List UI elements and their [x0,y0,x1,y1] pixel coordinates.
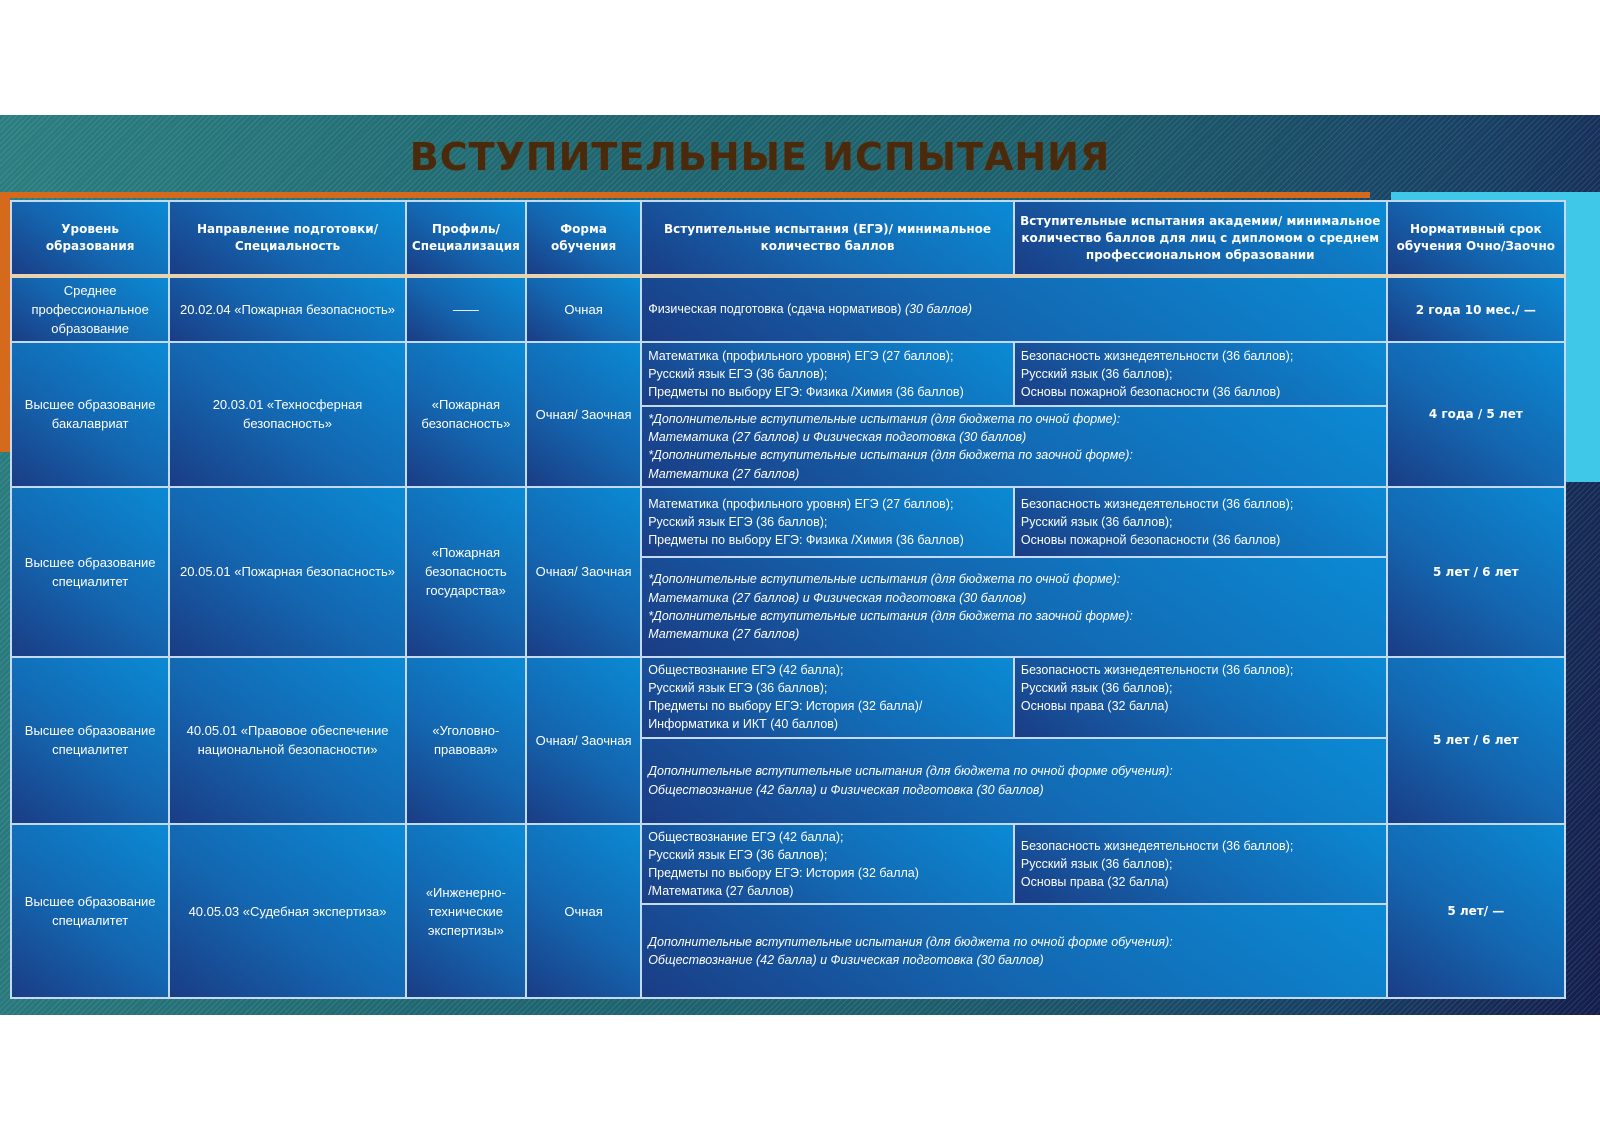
header-level: Уровень образования [11,201,169,276]
extra-line: Математика (27 баллов) [648,627,800,642]
cell-term: 2 года 10 мес./ — [1387,276,1565,342]
cell-academy [1014,824,1387,905]
extra-line: *Дополнительные вступительные испытания (для бюджета по очной форме): [648,412,1121,426]
cell-extra [641,904,1386,998]
ege-line: Русский язык ЕГЭ (36 баллов); [648,366,828,381]
extra-line: Математика (27 баллов) [648,466,800,481]
cell-profile: «Инженерно-технические экспертизы» [406,824,526,999]
academy-line: Безопасность жизнедеятельности (36 баллов); [1020,662,1294,677]
cell-profile: «Пожарная безопасность» [406,342,526,487]
cell-ege [641,657,1014,738]
ege-line: Математика (профильного уровня) ЕГЭ (27 баллов); [648,496,954,511]
ege-line: /Математика (27 баллов) [648,884,794,899]
cell-form: Очная/ Заочная [526,342,641,487]
extra-line: *Дополнительные вступительные испытания (для бюджета по заочной форме): [648,448,1133,463]
academy-line: Русский язык (36 баллов); [1020,366,1173,381]
table-row [11,824,1565,905]
orange-accent-bar [0,192,1370,198]
header-direction: Направление подготовки/ Специальность [169,201,405,276]
academy-line: Основы права (32 балла) [1020,699,1169,714]
cell-level: Среднее профессиональное образование [11,276,169,342]
cell-direction: 20.03.01 «Техносферная безопасность» [169,342,405,487]
header-academy: Вступительные испытания академии/ минимальное количество баллов для лиц с дипломом о среднем профессиональном образовании [1014,201,1387,276]
extra-line: Обществознание (42 балла) и Физическая подготовка (30 баллов) [648,782,1044,797]
cell-ege [641,342,1014,406]
cell-direction: 40.05.01 «Правовое обеспечение национальной безопасности» [169,657,405,824]
table-row [11,342,1565,406]
cell-extra [641,738,1386,824]
ege-line: Русский язык ЕГЭ (36 баллов); [648,514,828,529]
cell-academy [1014,657,1387,738]
extra-line: *Дополнительные вступительные испытания (для бюджета по очной форме): [648,572,1121,587]
cell-term: 5 лет/ — [1387,824,1565,999]
cell-form: Очная/ Заочная [526,487,641,657]
ege-line: Русский язык ЕГЭ (36 баллов); [648,681,828,696]
cell-term: 5 лет / 6 лет [1387,657,1565,824]
ege-line: Математика (профильного уровня) ЕГЭ (27 баллов); [648,348,954,363]
cell-profile: «Уголовно-правовая» [406,657,526,824]
cell-form: Очная [526,824,641,999]
academy-line: Безопасность жизнедеятельности (36 баллов); [1020,838,1294,853]
cell-ege [641,824,1014,905]
ege-line: Предметы по выбору ЕГЭ: История (32 балла) [648,866,919,881]
extra-line: Дополнительные вступительные испытания (для бюджета по очной форме обучения): [648,935,1173,950]
cell-extra [641,406,1386,487]
cell-profile: «Пожарная безопасность государства» [406,487,526,657]
academy-line: Русский язык (36 баллов); [1020,856,1173,871]
table-row [11,276,1565,342]
cell-level: Высшее образование бакалавриат [11,342,169,487]
cell-profile: —— [406,276,526,342]
header-row [11,201,1565,276]
cell-level: Высшее образование специалитет [11,824,169,999]
cell-ege [641,487,1014,557]
academy-line: Безопасность жизнедеятельности (36 баллов); [1020,348,1294,363]
academy-line: Русский язык (36 баллов); [1020,514,1173,529]
ege-line: Предметы по выбору ЕГЭ: История (32 балла)/ [648,699,923,714]
cell-direction: 40.05.03 «Судебная экспертиза» [169,824,405,999]
header-profile: Профиль/ Специализация [406,201,526,276]
extra-line: *Дополнительные вступительные испытания (для бюджета по заочной форме): [648,608,1133,623]
academy-line: Основы пожарной безопасности (36 баллов) [1020,532,1281,547]
orange-side-accent [0,192,10,452]
table-row [11,487,1565,557]
extra-line: Обществознание (42 балла) и Физическая подготовка (30 баллов) [648,953,1044,968]
cell-form: Очная/ Заочная [526,657,641,824]
cell-academy [1014,487,1387,557]
academy-line: Основы пожарной безопасности (36 баллов) [1020,385,1281,400]
ege-line: Русский язык ЕГЭ (36 баллов); [648,847,828,862]
ege-line: Предметы по выбору ЕГЭ: Физика /Химия (36 баллов) [648,385,964,400]
exam-score: (30 баллов) [904,302,973,317]
extra-line: Математика (27 баллов) и Физическая подготовка (30 баллов) [648,430,1027,445]
ege-line: Информатика и ИКТ (40 баллов) [648,717,839,732]
exam-main: Физическая подготовка (сдача нормативов) [648,302,902,317]
page-title: ВСТУПИТЕЛЬНЫЕ ИСПЫТАНИЯ [409,135,1111,179]
cell-direction: 20.02.04 «Пожарная безопасность» [169,276,405,342]
cell-level: Высшее образование специалитет [11,657,169,824]
extra-line: Математика (27 баллов) и Физическая подготовка (30 баллов) [648,590,1027,605]
cell-term: 4 года / 5 лет [1387,342,1565,487]
cell-direction: 20.05.01 «Пожарная безопасность» [169,487,405,657]
extra-line: Дополнительные вступительные испытания (для бюджета по очной форме обучения): [648,764,1173,779]
header-term: Нормативный срок обучения Очно/Заочно [1387,201,1565,276]
academy-line: Безопасность жизнедеятельности (36 баллов); [1020,496,1294,511]
admission-banner [0,115,1600,1015]
cell-extra [641,557,1386,657]
cell-exams [641,276,1386,342]
ege-line: Обществознание ЕГЭ (42 балла); [648,829,844,844]
table-row [11,657,1565,738]
ege-line: Обществознание ЕГЭ (42 балла); [648,662,844,677]
header-form: Форма обучения [526,201,641,276]
academy-line: Русский язык (36 баллов); [1020,681,1173,696]
cell-term: 5 лет / 6 лет [1387,487,1565,657]
cell-form: Очная [526,276,641,342]
cell-level: Высшее образование специалитет [11,487,169,657]
header-ege: Вступительные испытания (ЕГЭ)/ минимальное количество баллов [641,201,1014,276]
admission-table [10,200,1566,999]
ege-line: Предметы по выбору ЕГЭ: Физика /Химия (36 баллов) [648,532,964,547]
academy-line: Основы права (32 балла) [1020,875,1169,890]
cell-academy [1014,342,1387,406]
